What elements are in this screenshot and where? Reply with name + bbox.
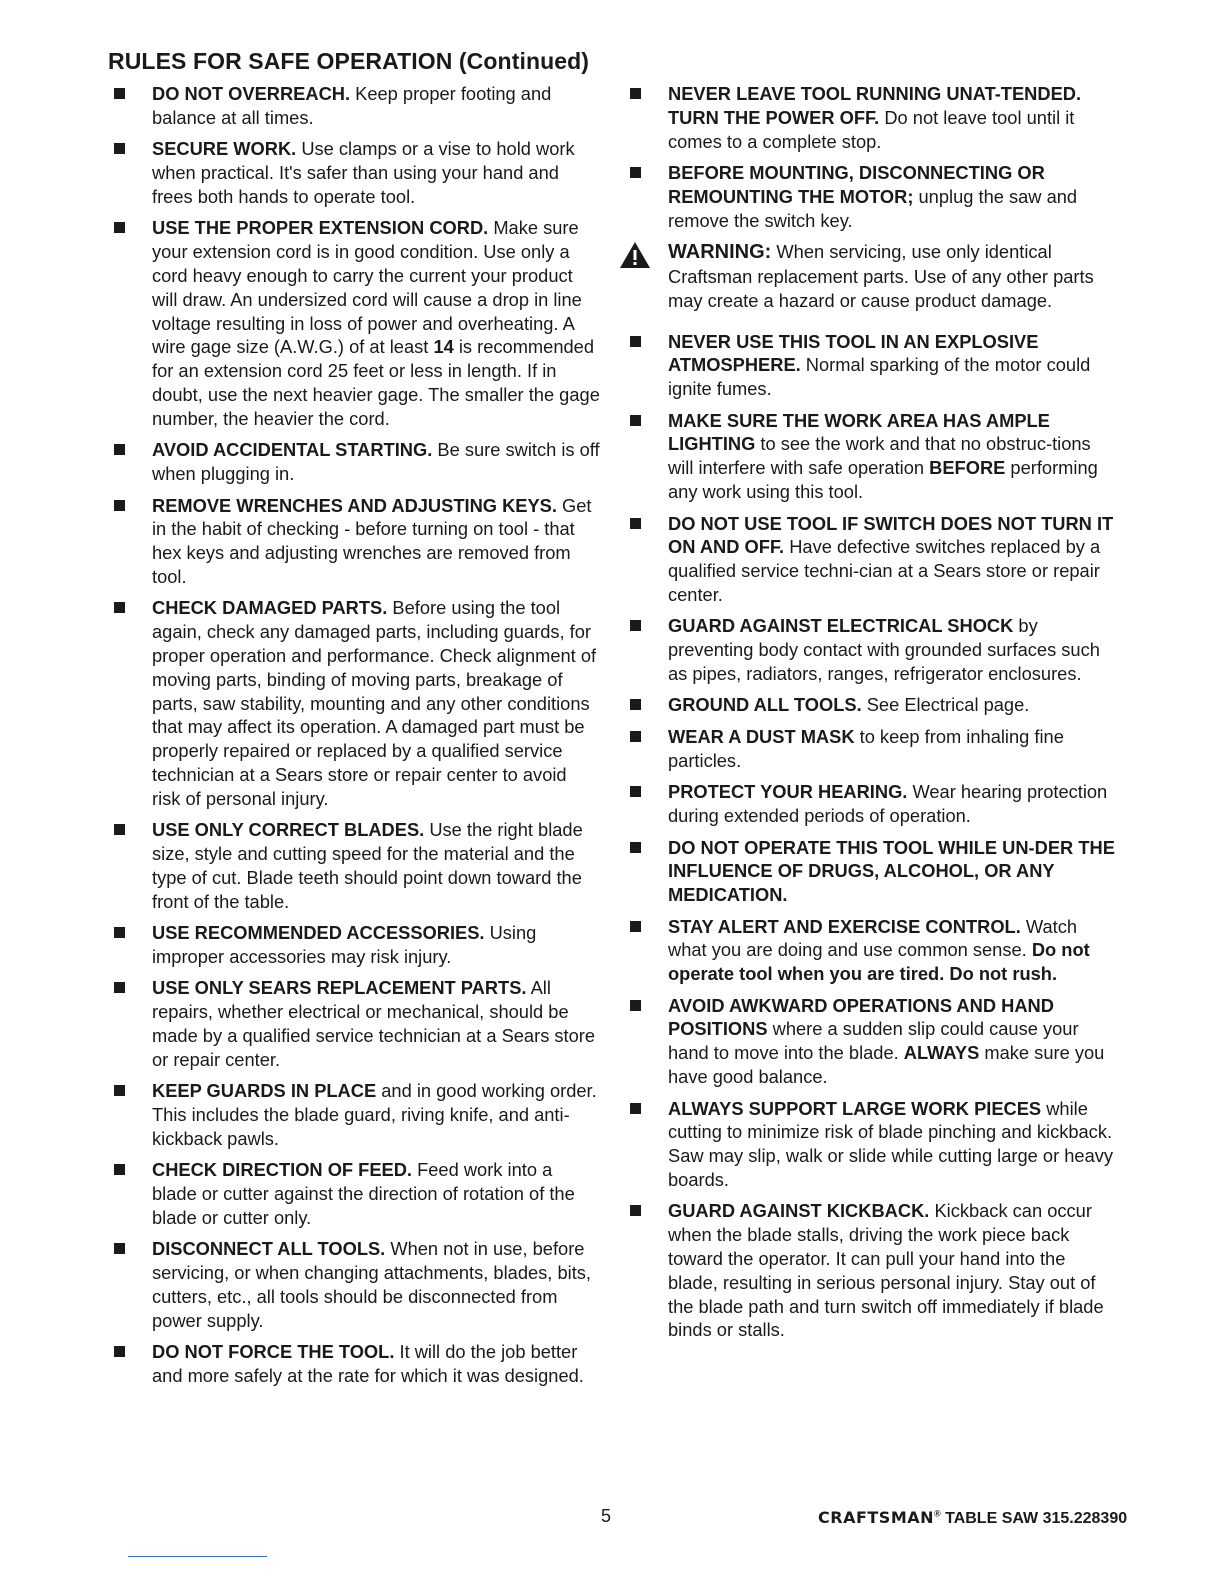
square-bullet-icon [114, 143, 125, 154]
safety-rule-item [112, 1340, 600, 1388]
safety-rule-item [628, 1199, 1118, 1342]
rule-text: Before using the tool again, check any damaged parts, including guards, for proper operation and performance. Check alignment of moving parts, binding of moving parts, breakage of parts, saw stability, mounting and any other conditions that may affect its operation. A damaged part must be properly repaired or replaced by a qualified service technician at a Sears store or repair center to avoid risk of personal injury. [152, 597, 597, 809]
rule-emphasis: BEFORE [929, 457, 1006, 479]
safety-rule-item [628, 1097, 1118, 1192]
rule-text: Watch what you are doing and use common sense. [668, 915, 1078, 961]
rule-text: When not in use, before servicing, or when changing attachments, blades, bits, cutters, etc., all tools should be disconnected from power supply. [152, 1238, 591, 1331]
rule-heading: AVOID ACCIDENTAL STARTING. [152, 439, 433, 461]
square-bullet-icon [630, 88, 641, 99]
square-bullet-icon [114, 1164, 125, 1175]
safety-rule-item [112, 1079, 600, 1150]
square-bullet-icon [114, 500, 125, 511]
page-number: 5 [601, 1506, 612, 1526]
safety-rule-item [628, 161, 1118, 232]
safety-rule-item [628, 512, 1118, 607]
rule-heading: STAY ALERT AND EXERCISE CONTROL. [668, 915, 1021, 937]
rule-text: It will do the job better and more safely at the rate for which it was designed. [152, 1341, 584, 1387]
square-bullet-icon [114, 1243, 125, 1254]
rule-emphasis: ALWAYS [903, 1042, 980, 1064]
rule-heading: DO NOT FORCE THE TOOL. [152, 1341, 395, 1363]
rule-text: and in good working order. This includes the blade guard, riving knife, and anti-kickback pawls. [152, 1080, 597, 1149]
rule-heading: BEFORE MOUNTING, DISCONNECTING OR REMOUNTING THE MOTOR; [668, 162, 1045, 207]
square-bullet-icon [114, 1085, 125, 1096]
rule-emphasis: Do not operate tool when you are tired. Do not rush. [668, 939, 1090, 985]
rule-heading: REMOVE WRENCHES AND ADJUSTING KEYS. [152, 494, 557, 516]
rule-text: unplug the saw and remove the switch key. [668, 185, 1078, 231]
registered-mark: ® [934, 1508, 941, 1519]
rule-heading: GUARD AGAINST ELECTRICAL SHOCK [668, 615, 1014, 637]
rule-heading: NEVER USE THIS TOOL IN AN EXPLOSIVE ATMOSPHERE. [668, 330, 1039, 376]
warning-block [628, 240, 1118, 312]
safety-rule-item [628, 836, 1118, 907]
square-bullet-icon [630, 731, 641, 742]
safety-rule-item [628, 994, 1118, 1089]
square-bullet-icon [630, 415, 641, 426]
rule-text: Normal sparking of the motor could ignite fumes. [668, 354, 1091, 400]
rule-heading: DO NOT USE TOOL IF SWITCH DOES NOT TURN IT ON AND OFF. [668, 512, 1114, 558]
square-bullet-icon [630, 921, 641, 932]
rule-heading: AVOID AWKWARD OPERATIONS AND HAND POSITIONS [668, 994, 1054, 1040]
rule-text: performing any work using this tool. [668, 457, 1098, 503]
rule-heading: PROTECT YOUR HEARING. [668, 781, 908, 803]
safety-rule-item [112, 438, 600, 486]
square-bullet-icon [114, 88, 125, 99]
square-bullet-icon [630, 1205, 641, 1216]
square-bullet-icon [114, 927, 125, 938]
warning-triangle-icon [618, 240, 652, 270]
rule-heading: DO NOT OVERREACH. [152, 83, 351, 104]
safety-rule-item [112, 216, 600, 430]
rule-emphasis: 14 [433, 336, 454, 358]
rule-text: Make sure your extension cord is in good condition. Use only a cord heavy enough to carry the current your product will draw. An undersized cord will cause a drop in line voltage resulting in loss of power and overheating. A wire gage size (A.W.G.) of at least [152, 217, 582, 358]
square-bullet-icon [114, 222, 125, 233]
square-bullet-icon [630, 699, 641, 710]
rule-heading: GROUND ALL TOOLS. [668, 694, 862, 716]
safety-rule-item [112, 1158, 600, 1229]
right-column [628, 82, 1118, 1350]
safety-rule-item [628, 915, 1118, 986]
safety-rule-item [112, 596, 600, 810]
rule-text: where a sudden slip could cause your hand to move into the blade. [668, 1018, 1079, 1064]
rule-heading: GUARD AGAINST KICKBACK. [668, 1200, 930, 1222]
rule-text: Get in the habit of checking - before turning on tool - that hex keys and adjusting wrenches are removed from tool. [152, 494, 592, 587]
safety-rule-item [628, 614, 1118, 685]
safety-rule-item [112, 976, 600, 1071]
rule-heading: DO NOT OPERATE THIS TOOL WHILE UN-DER THE INFLUENCE OF DRUGS, ALCOHOL, OR ANY MEDICATION. [668, 836, 1115, 906]
safety-rule-item [112, 494, 600, 589]
square-bullet-icon [114, 982, 125, 993]
rule-heading: CHECK DAMAGED PARTS. [152, 597, 388, 619]
rule-text: Be sure switch is off when plugging in. [152, 439, 600, 485]
safety-rule-item [628, 82, 1118, 153]
model-number: TABLE SAW 315.228390 [940, 1510, 1128, 1527]
footer-rule [128, 1556, 267, 1557]
rule-heading: NEVER LEAVE TOOL RUNNING UNAT-TENDED. TURN THE POWER OFF. [668, 83, 1082, 128]
rule-heading: SECURE WORK. [152, 138, 297, 160]
square-bullet-icon [630, 620, 641, 631]
rule-heading: ALWAYS SUPPORT LARGE WORK PIECES [668, 1097, 1042, 1119]
rule-text: Use clamps or a vise to hold work when practical. It's safer than using your hand and frees both hands to operate tool. [152, 138, 575, 207]
rule-text: to keep from inhaling fine particles. [668, 725, 1064, 771]
page-title: RULES FOR SAFE OPERATION (Continued) [108, 48, 590, 74]
square-bullet-icon [630, 336, 641, 347]
rule-text: by preventing body contact with grounded surfaces such as pipes, radiators, ranges, refrigerator enclosures. [668, 615, 1100, 684]
safety-rule-item [628, 693, 1118, 717]
safety-rule-item [112, 921, 600, 969]
rule-text: Feed work into a blade or cutter against the direction of rotation of the blade or cutter only. [152, 1159, 575, 1228]
rule-heading: WEAR A DUST MASK [668, 725, 855, 747]
rule-text: Have defective switches replaced by a qualified service techni-cian at a Sears store or repair center. [668, 536, 1101, 605]
square-bullet-icon [114, 602, 125, 613]
safety-rule-item [112, 818, 600, 913]
rule-text: Wear hearing protection during extended periods of operation. [668, 781, 1108, 827]
rule-heading: CHECK DIRECTION OF FEED. [152, 1159, 413, 1181]
square-bullet-icon [630, 167, 641, 178]
rule-text: Use the right blade size, style and cutting speed for the material and the type of cut. Blade teeth should point down toward the front of the table. [152, 819, 583, 912]
safety-rule-item [628, 725, 1118, 773]
rule-heading: DISCONNECT ALL TOOLS. [152, 1238, 386, 1260]
rule-text: Keep proper footing and balance at all times. [152, 83, 552, 128]
square-bullet-icon [630, 842, 641, 853]
rule-text: See Electrical page. [861, 694, 1030, 716]
rule-text: while cutting to minimize risk of blade pinching and kickback. Saw may slip, walk or slide while cutting large or heavy boards. [668, 1097, 1114, 1190]
rule-heading: KEEP GUARDS IN PLACE [152, 1080, 377, 1102]
left-column [112, 82, 600, 1396]
safety-rule-item [628, 780, 1118, 828]
rule-heading: USE ONLY SEARS REPLACEMENT PARTS. [152, 977, 527, 999]
rule-text: All repairs, whether electrical or mechanical, should be made by a qualified service technician at a Sears store or repair center. [152, 977, 596, 1070]
rule-text: Using improper accessories may risk injury. [152, 922, 537, 967]
safety-rule-item [112, 137, 600, 208]
rule-text: is recommended for an extension cord 25 feet or less in length. If in doubt, use the next heavier gage. The smaller the gage number, the heavier the cord. [152, 336, 600, 429]
square-bullet-icon [630, 786, 641, 797]
rule-heading: USE THE PROPER EXTENSION CORD. [152, 217, 489, 239]
square-bullet-icon [630, 1000, 641, 1011]
rule-heading: MAKE SURE THE WORK AREA HAS AMPLE LIGHTING [668, 409, 1050, 455]
safety-rule-item [628, 409, 1118, 504]
rule-heading: USE ONLY CORRECT BLADES. [152, 819, 425, 841]
rule-text: to see the work and that no obstruc-tions will interfere with safe operation [668, 433, 1091, 479]
rule-text: Do not leave tool until it comes to a complete stop. [668, 106, 1075, 152]
square-bullet-icon [630, 1103, 641, 1114]
craftsman-logo: CRAFTSMAN [818, 1508, 935, 1527]
square-bullet-icon [114, 824, 125, 835]
square-bullet-icon [630, 518, 641, 529]
safety-rule-item [112, 1237, 600, 1332]
rule-text: Kickback can occur when the blade stalls, driving the work piece back toward the operator. It can pull your hand into the blade, resulting in serious personal injury. Stay out of the blade path and turn switch off immediately if blade binds or stalls. [668, 1200, 1104, 1341]
rule-text: make sure you have good balance. [668, 1042, 1105, 1088]
footer-brand-line [818, 1508, 1127, 1528]
square-bullet-icon [114, 444, 125, 455]
square-bullet-icon [114, 1346, 125, 1357]
safety-rule-item [628, 330, 1118, 401]
warning-heading: WARNING: [668, 241, 772, 264]
rule-heading: USE RECOMMENDED ACCESSORIES. [152, 922, 485, 944]
warning-text: When servicing, use only identical Craftsman replacement parts. Use of any other parts may create a hazard or cause product damage. [668, 241, 1094, 311]
safety-rule-item [112, 82, 600, 130]
